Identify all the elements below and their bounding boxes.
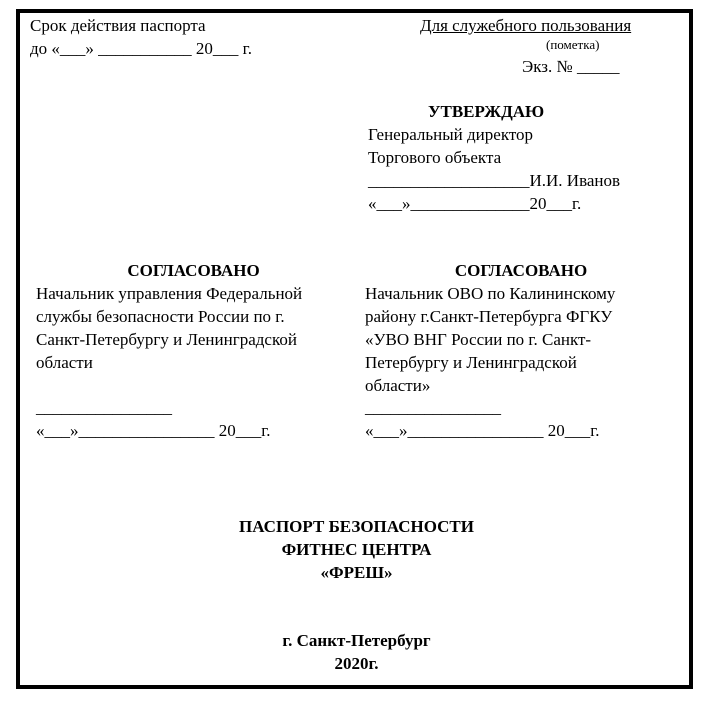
validity-date-line: до «___» ___________ 20___ г. [30, 39, 252, 58]
mark-caption: (пометка) [546, 37, 600, 52]
agreed-left-line3: Санкт-Петербургу и Ленинградской [36, 330, 297, 349]
document-title-line1: ПАСПОРТ БЕЗОПАСНОСТИ [239, 517, 474, 536]
restricted-use-label: Для служебного пользования [420, 16, 632, 35]
agreed-right-line3: «УВО ВНГ России по г. Санкт- [365, 330, 592, 349]
agreed-right-signature-line: ________________ [365, 398, 501, 417]
agreed-right-heading: СОГЛАСОВАНО [454, 261, 588, 280]
agreed-right-date-line: «___»________________ 20___г. [365, 421, 600, 440]
agreed-right-line5: области» [365, 376, 431, 395]
validity-label: Срок действия паспорта [30, 16, 206, 35]
agreed-right-line2: району г.Санкт-Петербурга ФГКУ [365, 307, 613, 326]
approve-organization: Торгового объекта [368, 148, 502, 167]
agreed-left-line4: области [36, 353, 93, 372]
agreed-left-heading: СОГЛАСОВАНО [127, 261, 260, 280]
approve-signature-line: ___________________И.И. Иванов [368, 171, 621, 190]
agreed-right-line1: Начальник ОВО по Калининскому [365, 284, 616, 303]
document-title-line3: «ФРЕШ» [320, 563, 393, 582]
footer-city: г. Санкт-Петербург [282, 631, 431, 650]
approve-heading: УТВЕРЖДАЮ [428, 102, 545, 121]
document-frame [16, 9, 693, 689]
approve-position: Генеральный директор [368, 125, 534, 144]
agreed-right-line4: Петербургу и Ленинградской [365, 353, 577, 372]
document-title-line2: ФИТНЕС ЦЕНТРА [281, 540, 432, 559]
agreed-left-line1: Начальник управления Федеральной [36, 284, 303, 303]
copy-number: Экз. № _____ [522, 57, 620, 76]
agreed-left-line2: службы безопасности России по г. [36, 307, 285, 326]
footer-year: 2020г. [334, 654, 379, 673]
agreed-left-date-line: «___»________________ 20___г. [36, 421, 271, 440]
agreed-left-signature-line: ________________ [36, 398, 172, 417]
approve-date-line: «___»______________20___г. [368, 194, 582, 213]
